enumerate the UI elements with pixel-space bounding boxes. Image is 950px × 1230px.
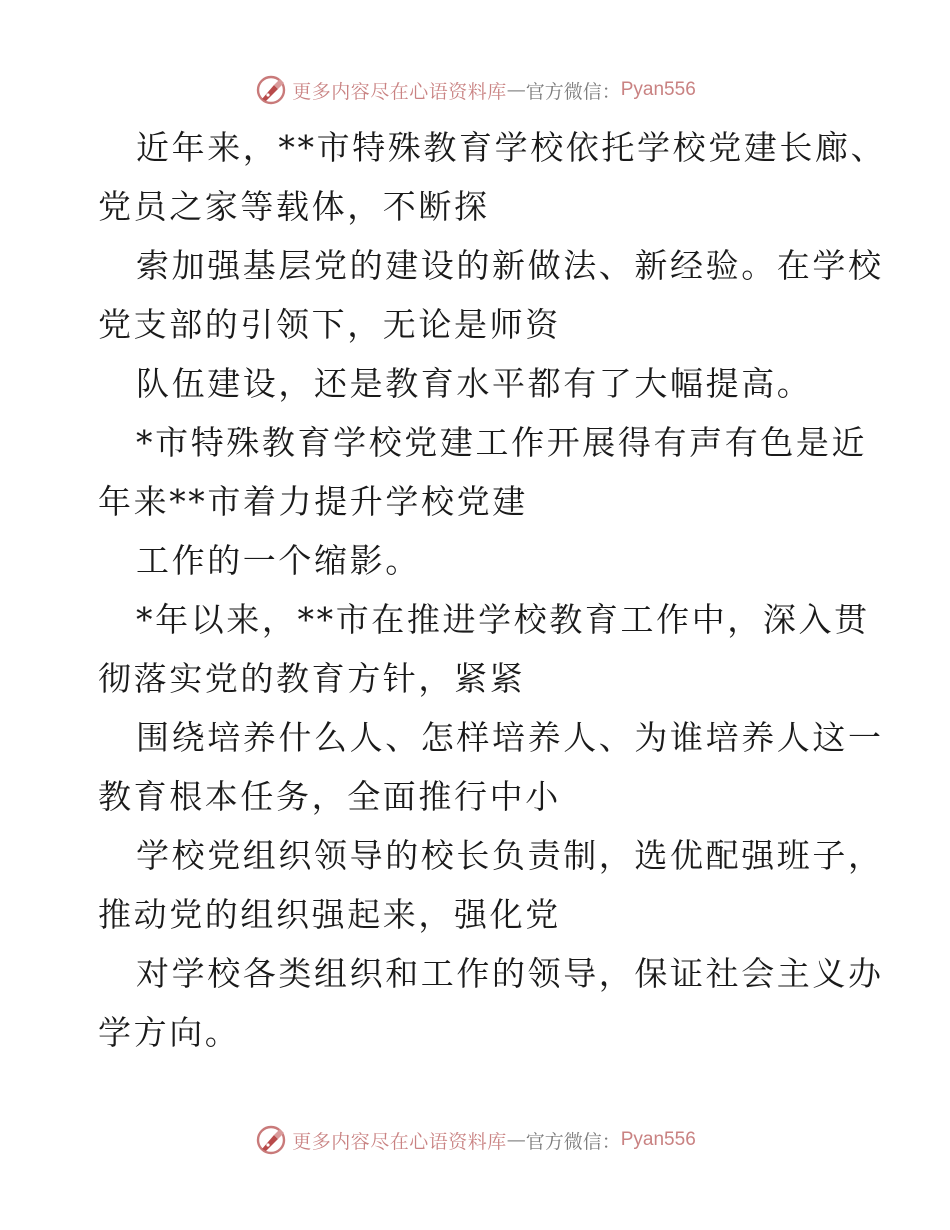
paragraph-line: 党支部的引领下，无论是师资 xyxy=(98,305,561,344)
paragraph-line: 对学校各类组织和工作的领导，保证社会主义办 xyxy=(136,954,884,993)
banner-wechat-label: 官方微信： xyxy=(525,80,621,103)
paragraph-line: 队伍建设，还是教育水平都有了大幅提高。 xyxy=(136,364,813,403)
paragraph-line: 党员之家等载体，不断探 xyxy=(98,187,490,226)
paragraph-line: 彻落实党的教育方针，紧紧 xyxy=(98,659,526,698)
paragraph-line: 学校党组织领导的校长负责制，选优配强班子， xyxy=(136,836,884,875)
banner-text: 更多内容尽在心语资料库 xyxy=(292,80,507,103)
paragraph-line: 近年来，**市特殊教育学校依托学校党建长廊、 xyxy=(136,128,887,167)
paragraph-line: 工作的一个缩影。 xyxy=(136,541,421,580)
header-banner xyxy=(0,68,950,112)
banner-separator: — xyxy=(506,79,526,101)
document-body xyxy=(98,118,887,1062)
paragraph-line: 围绕培养什么人、怎样培养人、为谁培养人这一 xyxy=(136,718,884,757)
paragraph-line: *市特殊教育学校党建工作开展得有声有色是近 xyxy=(136,423,868,462)
pen-nib-logo-icon xyxy=(254,73,288,107)
banner-wechat-label: 官方微信： xyxy=(525,1130,621,1153)
paragraph-line: 教育根本任务，全面推行中小 xyxy=(98,777,561,816)
paragraph-line: 学方向。 xyxy=(98,1013,241,1052)
paragraph-line: 索加强基层党的建设的新做法、新经验。在学校 xyxy=(136,246,884,285)
paragraph-line: *年以来，**市在推进学校教育工作中，深入贯 xyxy=(136,600,870,639)
footer-banner xyxy=(0,1118,950,1162)
pen-nib-logo-icon xyxy=(254,1123,288,1157)
banner-wechat-id: Pyan556 xyxy=(620,79,696,100)
banner-text: 更多内容尽在心语资料库 xyxy=(292,1130,507,1153)
banner-wechat-id: Pyan556 xyxy=(620,1129,696,1150)
paragraph-line: 推动党的组织强起来，强化党 xyxy=(98,895,561,934)
paragraph-line: 年来**市着力提升学校党建 xyxy=(98,482,528,521)
banner-separator: — xyxy=(506,1129,526,1151)
